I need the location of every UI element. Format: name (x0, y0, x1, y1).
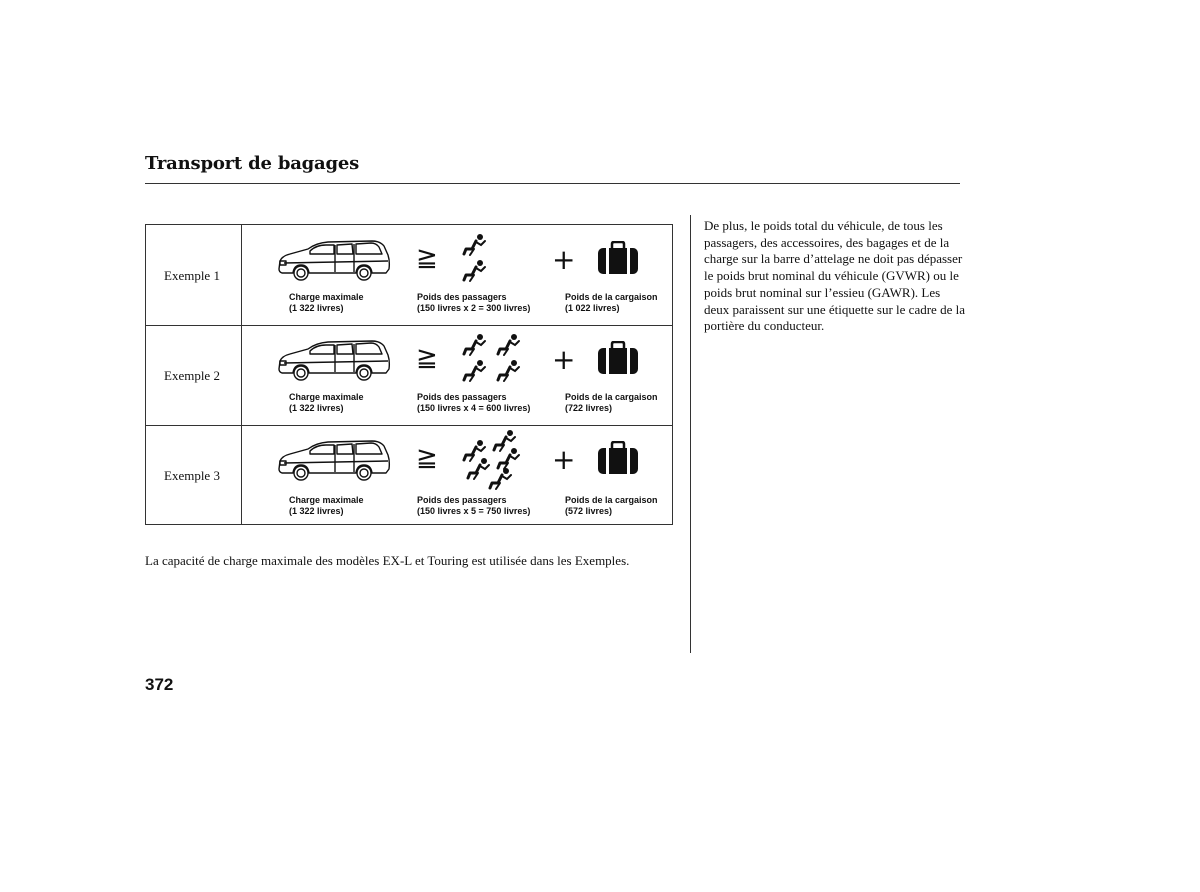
page-number: 372 (145, 675, 174, 694)
load-examples-figure (145, 224, 673, 525)
caption-max-load (289, 392, 364, 413)
caption-line: Charge maximale (289, 292, 364, 302)
caption-max-load (289, 495, 364, 516)
column-divider (690, 215, 691, 653)
example-row-3 (146, 425, 672, 525)
example-label: Exemple 1 (164, 268, 220, 283)
example-label: Exemple 2 (164, 368, 220, 383)
example-row-1 (146, 225, 672, 325)
plus-symbol: + (552, 243, 576, 276)
seated-passenger-icon (496, 359, 522, 387)
seated-passenger-icon (488, 467, 514, 495)
minivan-icon (276, 339, 392, 387)
title-rule (145, 183, 960, 184)
caption-max-load (289, 292, 364, 313)
seated-passenger-icon (462, 233, 488, 261)
caption-passenger-weight (417, 495, 530, 516)
plus-symbol: + (552, 443, 576, 476)
caption-passenger-weight (417, 292, 530, 313)
caption-line: (150 livres x 5 = 750 livres) (417, 505, 531, 516)
caption-line: (572 livres) (565, 505, 613, 516)
caption-line: (150 livres x 4 = 600 livres) (417, 402, 531, 413)
passengers-group (462, 333, 532, 393)
luggage-icon (597, 441, 639, 479)
greater-equal-symbol: ≧ (416, 443, 438, 473)
passengers-group (462, 433, 532, 493)
caption-line: Poids de la cargaison (565, 495, 658, 505)
caption-line: (1 322 livres) (289, 505, 344, 516)
minivan-icon (276, 239, 392, 287)
greater-equal-symbol: ≧ (416, 243, 438, 273)
caption-line: (1 322 livres) (289, 402, 344, 413)
caption-cargo-weight (565, 495, 658, 516)
caption-line: Poids de la cargaison (565, 292, 658, 302)
caption-cargo-weight (565, 392, 658, 413)
seated-passenger-icon (462, 259, 488, 287)
plus-symbol: + (552, 343, 576, 376)
caption-line: Poids de la cargaison (565, 392, 658, 402)
luggage-icon (597, 341, 639, 379)
caption-line: Poids des passagers (417, 495, 507, 505)
caption-cargo-weight (565, 292, 658, 313)
caption-line: Poids des passagers (417, 392, 507, 402)
luggage-icon (597, 241, 639, 279)
example-label: Exemple 3 (164, 468, 220, 483)
seated-passenger-icon (496, 333, 522, 361)
caption-line: (150 livres x 2 = 300 livres) (417, 302, 531, 313)
caption-line: (1 322 livres) (289, 302, 344, 313)
side-paragraph (704, 218, 966, 335)
caption-line: (722 livres) (565, 402, 613, 413)
caption-line: Charge maximale (289, 392, 364, 402)
side-text: De plus, le poids total du véhicule, de tous les passagers, des accessoires, des bagages et de la charge sur la barre d’attelage ne doit pas dépasser le poids brut nominal du véhicule (GVWR) ou le poids brut nominal sur l’essieu (GAWR). Les deux paraissent sur une étiquette sur le cadre de la portière du conducteur. (704, 218, 965, 334)
page-title: Transport de bagages (145, 153, 360, 174)
minivan-icon (276, 439, 392, 487)
caption-line: Poids des passagers (417, 292, 507, 302)
passengers-group (462, 233, 532, 293)
figure-footnote: La capacité de charge maximale des modèles EX-L et Touring est utilisée dans les Exemples. (145, 553, 630, 568)
caption-line: (1 022 livres) (565, 302, 620, 313)
seated-passenger-icon (462, 333, 488, 361)
caption-passenger-weight (417, 392, 530, 413)
example-row-2 (146, 325, 672, 425)
seated-passenger-icon (462, 359, 488, 387)
caption-line: Charge maximale (289, 495, 364, 505)
greater-equal-symbol: ≧ (416, 343, 438, 373)
